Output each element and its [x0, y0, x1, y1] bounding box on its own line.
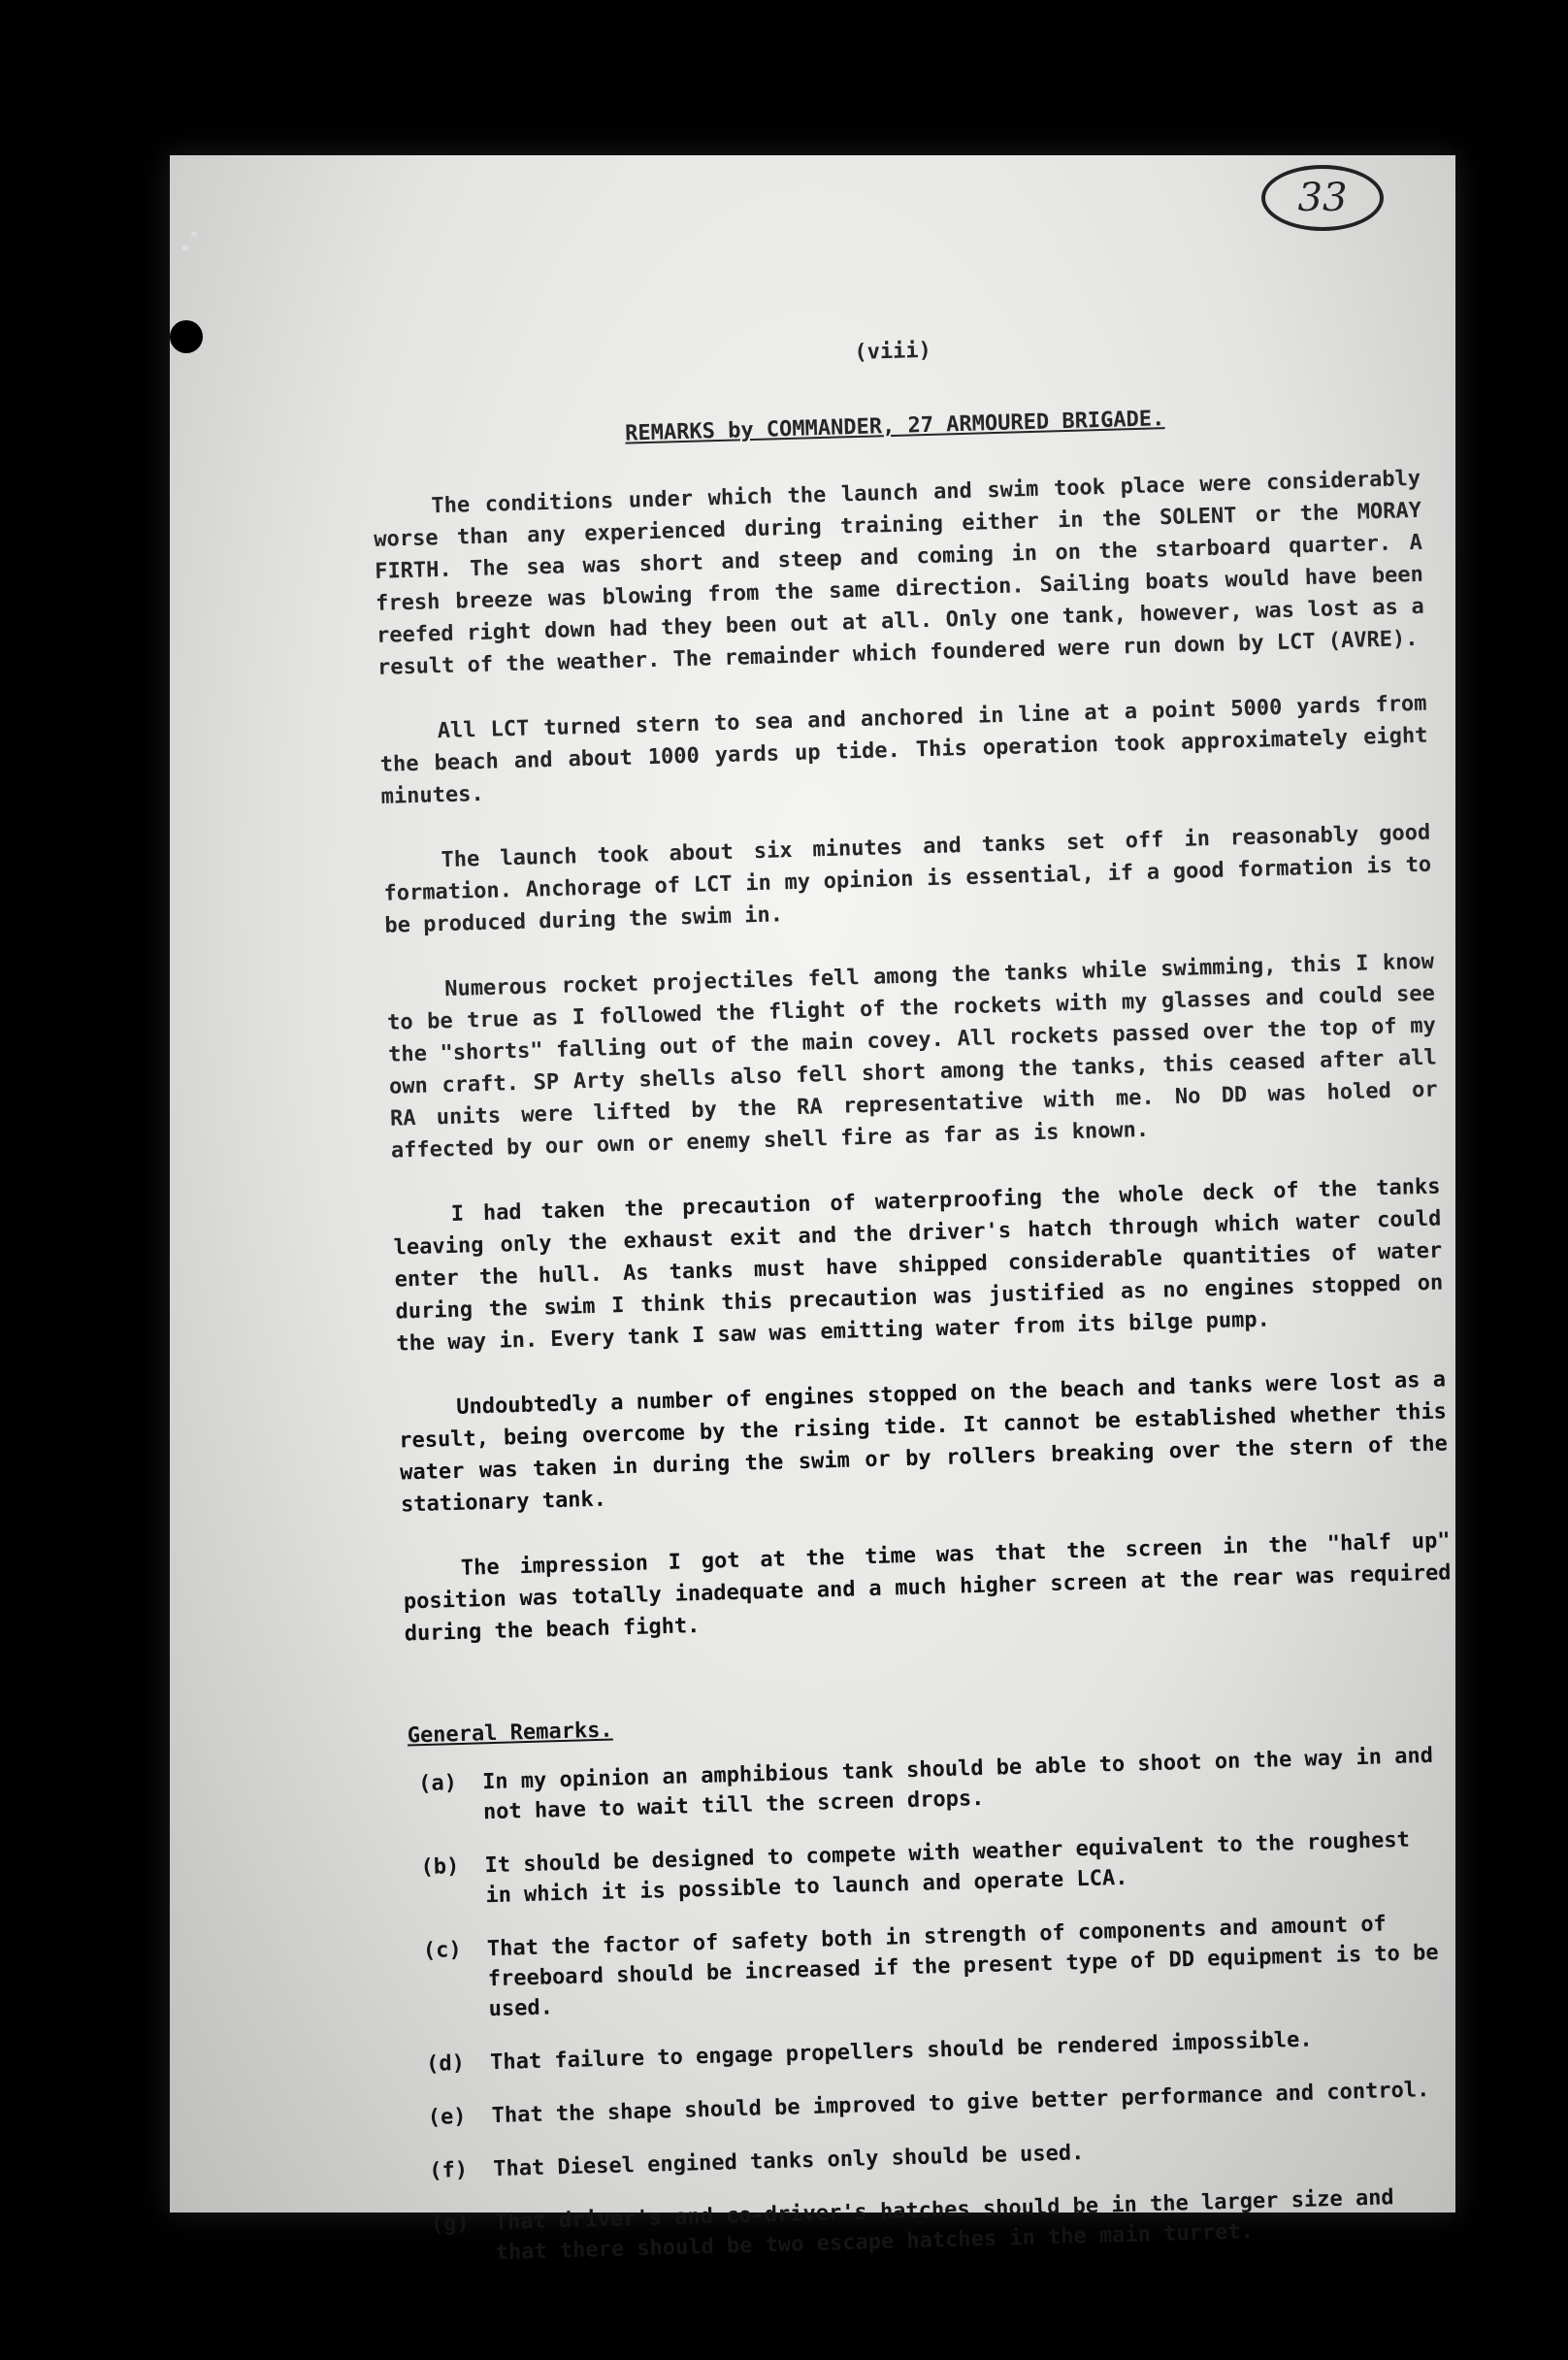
document-page: [170, 155, 1455, 2266]
remark-item: [420, 2180, 1469, 2270]
remark-label: (c): [422, 1937, 463, 1964]
paragraph: Numerous rocket projectiles fell among the tanks while swimming, this I know to be true as I followed the flight of the rockets with my glasses and could see the "shorts" falling out of the main covey. All rockets passed over the top of my own craft. SP Arty shells also fell short among the tanks, this ceased after all RA units were lifted by the RA representative with me. No DD was holed or affected by our own or enemy shell fire as far as is known.: [386, 949, 1438, 1164]
document-heading: REMARKS by COMMANDER, 27 ARMOURED BRIGADE.: [624, 407, 1165, 446]
punch-hole: [191, 231, 197, 237]
paragraph: All LCT turned stern to sea and anchored in line at a point 5000 yards from the beach and about 1000 yards up tide. This operation took approximately eight minutes.: [379, 691, 1428, 809]
paragraph: Undoubtedly a number of engines stopped on the beach and tanks were lost as a result, being overcome by the rising tide. It cannot be established whether this water was taken in during the swim or by rollers breaking over the stern of the stationary tank.: [398, 1367, 1449, 1518]
paragraph: The impression I got at the time was that the screen in the "half up" position was totally inadequate and a much higher screen at the rear was required during the beach fight.: [403, 1528, 1452, 1647]
remark-item: [417, 2074, 1465, 2133]
paragraph: The launch took about six minutes and tanks set off in reasonably good formation. Anchorage of LCT in my opinion is essential, if a good formation is to be produced during the swim in.: [383, 820, 1432, 938]
remark-text: That the shape should be improved to give better performance and control.: [491, 2078, 1430, 2129]
remark-label: (g): [430, 2211, 470, 2237]
folio-number: 33: [1261, 165, 1384, 231]
remark-label: (a): [417, 1771, 458, 1797]
paragraph: The conditions under which the launch and swim took place were considerably worse than any experienced during training either in the SOLENT or the MORAY FIRTH. The sea was short and steep and coming in on the starboard quarter. A fresh breeze was blowing from the same direction. Sailing boats would have been reefed right down had they been out at all. Only one tank, however, was lost as a result of the weather. The remainder which foundered were run down by LCT (AVRE).: [373, 466, 1425, 680]
remark-label: (f): [428, 2157, 469, 2183]
remark-item: [408, 1740, 1457, 1829]
punch-hole: [170, 320, 203, 353]
remark-text: It should be designed to compete with weather equivalent to the roughest in which it is possible to launch and operate LCA.: [484, 1827, 1411, 1909]
document-body: [369, 325, 1470, 2293]
remark-label: (d): [425, 2050, 466, 2078]
punch-hole: [181, 245, 188, 251]
remark-label: (e): [427, 2104, 467, 2131]
remark-label: (b): [420, 1854, 460, 1881]
page-number: (viii): [854, 338, 932, 366]
remark-item: [413, 1907, 1463, 2026]
remark-item: [410, 1823, 1459, 1913]
remark-item: [419, 2127, 1467, 2186]
remark-text: That failure to engage propellers should be rendered impossible.: [489, 2027, 1313, 2076]
general-remarks-heading: General Remarks.: [407, 1718, 613, 1749]
remark-text: In my opinion an amphibious tank should be able to shoot on the way in and not have to wait till the screen drops.: [481, 1743, 1434, 1825]
paragraph: I had taken the precaution of waterproofing the whole deck of the tanks leaving only the exhaust exit and the driver's hatch through which water could enter the hull. As tanks must have shipped considerable quantities of water during the swim I think this precaution was justified as no engines stopped on the way in. Every tank I saw was emitting water from its bilge pump.: [393, 1174, 1444, 1357]
remark-item: [416, 2020, 1464, 2080]
remark-text: That Diesel engined tanks only should be used.: [492, 2141, 1085, 2182]
remark-text: That the factor of safety both in strength of components and amount of freeboard should be increased if the present type of DD equipment is to be used.: [486, 1912, 1439, 2022]
remark-text: That driver's and co-driver's hatches should be in the larger size and that there should be two escape hatches in the main turret.: [494, 2185, 1394, 2266]
